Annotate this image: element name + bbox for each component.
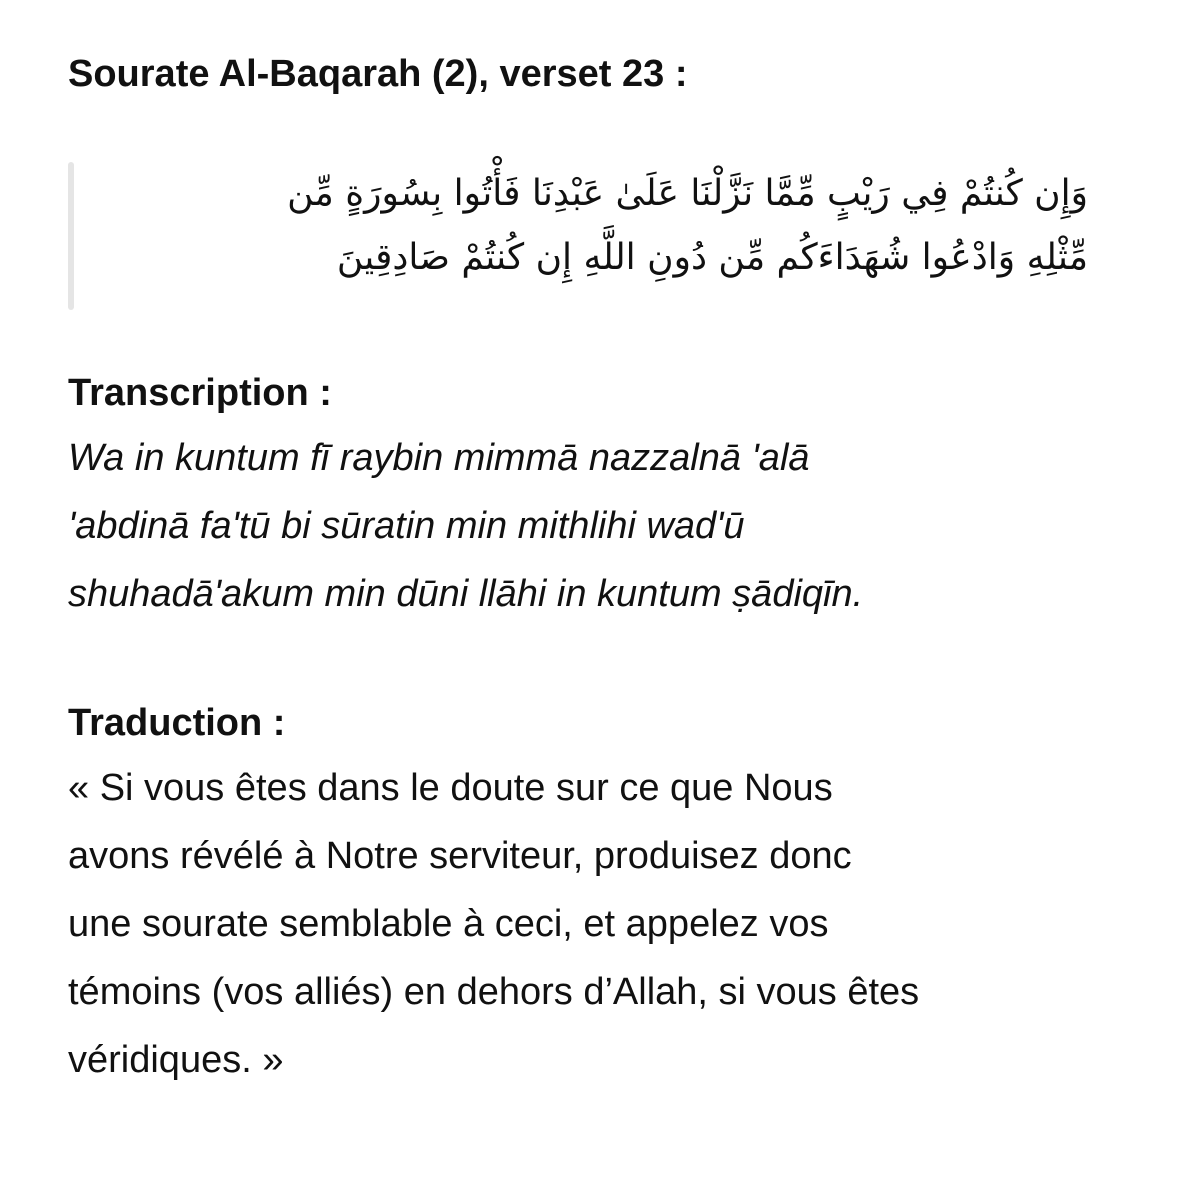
translation-line: « Si vous êtes dans le doute sur ce que Nous [68,767,833,809]
translation-title: Traduction : [68,702,286,744]
transcription-line: 'abdinā fa'tū bi sūratin min mithlihi wad'ū [68,505,745,547]
verse-reference-heading: Sourate Al-Baqarah (2), verset 23 : [68,53,688,95]
arabic-verse-blockquote [68,162,1148,310]
transcription-line: shuhadā'akum min dūni llāhi in kuntum ṣādiqīn. [68,573,864,615]
arabic-line: وَإِن كُنتُمْ فِي رَيْبٍ مِّمَّا نَزَّلْنَا عَلَىٰ عَبْدِنَا فَأْتُوا بِسُورَةٍ مِّن [287,173,1088,214]
transcription-line: Wa in kuntum fī raybin mimmā nazzalnā 'alā [68,437,810,479]
translation-line: témoins (vos alliés) en dehors d’Allah, si vous êtes [68,971,920,1013]
transcription-text [68,424,1148,628]
arabic-verse-text [96,162,1088,290]
transcription-title: Transcription : [68,372,332,414]
translation-line: véridiques. » [68,1039,284,1081]
translation-section [68,692,1148,1094]
document-body [68,44,1148,1094]
translation-line: avons révélé à Notre serviteur, produisez donc [68,835,852,877]
blockquote-bar [68,162,74,310]
transcription-section [68,362,1148,628]
translation-text [68,754,1148,1094]
translation-line: une sourate semblable à ceci, et appelez vos [68,903,829,945]
arabic-line: مِّثْلِهِ وَادْعُوا شُهَدَاءَكُم مِّن دُونِ اللَّهِ إِن كُنتُمْ صَادِقِينَ [336,237,1088,278]
